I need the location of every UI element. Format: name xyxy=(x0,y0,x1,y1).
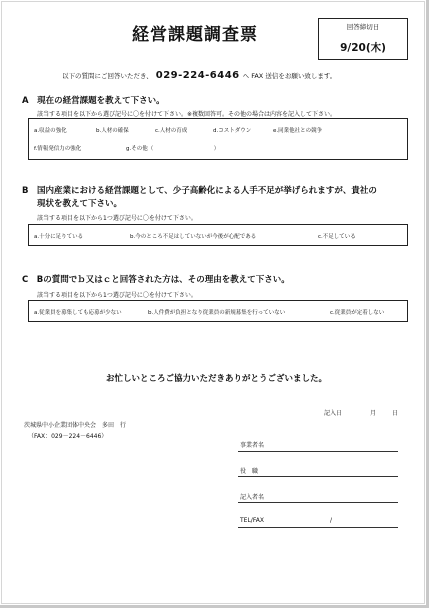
writer-name-line[interactable] xyxy=(238,502,398,503)
option-a-d[interactable]: d.コストダウン xyxy=(213,128,252,134)
company-label: 事業者名 xyxy=(240,442,265,449)
section-b-note: 該当する項目を以下から1つ選び記号に〇を付けて下さい。 xyxy=(37,215,197,222)
company-line[interactable] xyxy=(238,451,398,452)
section-c-note: 該当する項目を以下から1つ選び記号に〇を付けて下さい。 xyxy=(37,292,197,299)
option-c-a[interactable]: a.従業員を募集しても応募が少ない xyxy=(34,310,122,316)
intro-prefix: 以下の質問にご回答いただき、 xyxy=(62,72,153,80)
deadline-date: 9/20(木) xyxy=(340,42,386,54)
option-a-b[interactable]: b.人材の確保 xyxy=(96,128,129,134)
deadline-label: 回答締切日 xyxy=(346,23,380,31)
page-title: 経営課題調査票 xyxy=(132,25,258,45)
recipient-fax: （FAX：029－224－6446） xyxy=(28,433,108,440)
thanks-message: お忙しいところご協力いただきありがとうございました。 xyxy=(106,374,328,384)
section-a-options-box xyxy=(28,118,408,160)
option-a-g[interactable]: g.その他（ ） xyxy=(126,146,220,152)
option-c-b[interactable]: b.人件費が負担となり従業員の新規募集を行っていない xyxy=(148,310,286,316)
position-label: 役 職 xyxy=(240,468,259,475)
option-a-f[interactable]: f.情報発信力の強化 xyxy=(34,146,82,152)
tel-fax-label: TEL/FAX xyxy=(240,517,264,524)
recipient-name: 茨城県中小企業団体中央会 多田 行 xyxy=(24,422,127,429)
section-b-heading-line2: 現状を教えて下さい。 xyxy=(37,199,123,209)
section-a-note: 該当する項目を以下から選び記号に〇を付けて下さい。※複数回答可。その他の場合は内容を記入して下さい。 xyxy=(37,111,337,118)
tel-fax-line[interactable] xyxy=(238,527,398,528)
option-a-a[interactable]: a.収益の強化 xyxy=(34,128,67,134)
option-b-b[interactable]: b.今のところ不足はしていないが今後が心配である xyxy=(130,234,257,240)
writer-name-label: 記入者名 xyxy=(240,494,265,501)
option-c-c[interactable]: c.従業員が定着しない xyxy=(330,310,385,316)
entry-date-day: 日 xyxy=(392,410,399,417)
tel-fax-slash: / xyxy=(330,517,333,524)
entry-date-month: 月 xyxy=(370,410,377,417)
option-a-e[interactable]: e.同業他社との競争 xyxy=(273,128,323,134)
option-b-a[interactable]: a.十分に足りている xyxy=(34,234,84,240)
intro-text xyxy=(62,70,336,81)
option-b-c[interactable]: c.不足している xyxy=(318,234,356,240)
position-line[interactable] xyxy=(238,476,398,477)
section-c-heading: C Bの質問でｂ又はｃと回答された方は、その理由を教えて下さい。 xyxy=(22,275,290,285)
intro-suffix: へ FAX 送信をお願い致します。 xyxy=(242,72,337,80)
option-a-c[interactable]: c.人材の育成 xyxy=(155,128,188,134)
section-b-heading-line1: B 国内産業における経営課題として、少子高齢化による人手不足が挙げられますが、貴社の xyxy=(22,186,377,196)
entry-date-label: 記入日 xyxy=(324,410,343,417)
section-a-heading: A 現在の経営課題を教えて下さい。 xyxy=(22,96,165,106)
fax-number: 029-224-6446 xyxy=(155,70,240,81)
